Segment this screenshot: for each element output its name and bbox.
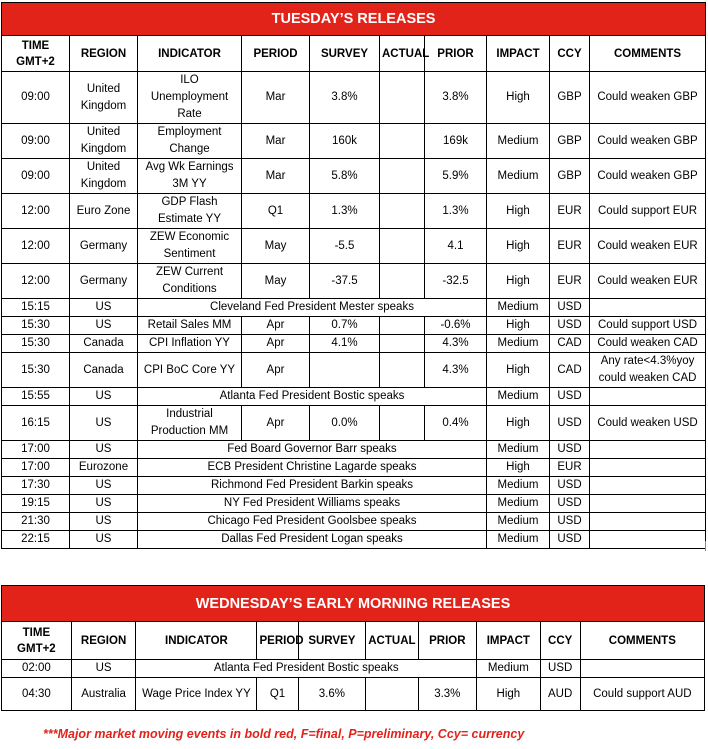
column-header: SURVEY [310, 36, 380, 72]
column-header: PERIOD [257, 622, 298, 660]
currency-cell: USD [540, 660, 580, 678]
column-header: TIME GMT+2 [2, 36, 70, 72]
region-cell: US [70, 495, 138, 513]
table-row [2, 317, 706, 335]
comments-cell: Could weaken GBP [590, 124, 706, 159]
region-cell: Germany [70, 264, 138, 299]
column-header: PERIOD [242, 36, 310, 72]
period-cell: Apr [242, 335, 310, 353]
event-cell: NY Fed President Williams speaks [138, 495, 487, 513]
indicator-cell: CPI Inflation YY [138, 335, 242, 353]
column-header: SURVEY [298, 622, 366, 660]
table-row [2, 159, 706, 194]
period-cell: Q1 [257, 678, 298, 711]
table-title: TUESDAY’S RELEASES [2, 3, 706, 36]
impact-cell: High [487, 353, 550, 388]
column-header: COMMENTS [580, 622, 704, 660]
header-row [2, 36, 706, 72]
prior-cell: 4.3% [425, 335, 487, 353]
period-cell: May [242, 264, 310, 299]
impact-cell: High [487, 229, 550, 264]
indicator-cell: Employment Change [138, 124, 242, 159]
region-cell: Euro Zone [70, 194, 138, 229]
time-cell: 15:15 [2, 299, 70, 317]
time-cell: 17:30 [2, 477, 70, 495]
table-row [2, 441, 706, 459]
tuesday-releases-table [1, 2, 706, 549]
comments-cell: Could support AUD [580, 678, 704, 711]
indicator-cell: Wage Price Index YY [136, 678, 257, 711]
footnote: ***Major market moving events in bold red, F=final, P=preliminary, Ccy= currency [43, 727, 525, 741]
region-cell: US [71, 660, 136, 678]
table-row [2, 72, 706, 124]
table-row [2, 124, 706, 159]
column-header: REGION [70, 36, 138, 72]
comments-cell [580, 660, 704, 678]
prior-cell: 5.9% [425, 159, 487, 194]
indicator-cell: ZEW Current Conditions [138, 264, 242, 299]
indicator-cell: Industrial Production MM [138, 406, 242, 441]
currency-cell: CAD [550, 353, 590, 388]
survey-cell: 5.8% [310, 159, 380, 194]
currency-cell: USD [550, 531, 590, 549]
region-cell: Germany [70, 229, 138, 264]
impact-cell: Medium [487, 531, 550, 549]
table-row [2, 477, 706, 495]
wednesday-releases-table [1, 585, 705, 711]
currency-cell: USD [550, 406, 590, 441]
survey-cell: 4.1% [310, 335, 380, 353]
survey-cell: 0.0% [310, 406, 380, 441]
period-cell: Apr [242, 406, 310, 441]
impact-cell: High [487, 317, 550, 335]
indicator-cell: CPI BoC Core YY [138, 353, 242, 388]
column-header: CCY [540, 622, 580, 660]
period-cell: Q1 [242, 194, 310, 229]
table-row [2, 513, 706, 531]
comments-cell [590, 531, 706, 549]
time-cell: 12:00 [2, 229, 70, 264]
table-row [2, 353, 706, 388]
column-header: IMPACT [477, 622, 541, 660]
time-cell: 09:00 [2, 124, 70, 159]
region-cell: US [70, 388, 138, 406]
period-cell: May [242, 229, 310, 264]
text-cursor [705, 541, 706, 551]
event-cell: Chicago Fed President Goolsbee speaks [138, 513, 487, 531]
period-cell: Apr [242, 353, 310, 388]
region-cell: US [70, 299, 138, 317]
comments-cell [590, 441, 706, 459]
table-row [2, 229, 706, 264]
time-cell: 16:15 [2, 406, 70, 441]
column-header: CCY [550, 36, 590, 72]
event-cell: Dallas Fed President Logan speaks [138, 531, 487, 549]
region-cell: Australia [71, 678, 136, 711]
survey-cell: 3.6% [298, 678, 366, 711]
table-row [2, 459, 706, 477]
time-cell: 17:00 [2, 459, 70, 477]
currency-cell: CAD [550, 335, 590, 353]
currency-cell: EUR [550, 459, 590, 477]
actual-cell [380, 317, 425, 335]
currency-cell: USD [550, 317, 590, 335]
table-row [2, 660, 705, 678]
period-cell: Apr [242, 317, 310, 335]
time-cell: 15:30 [2, 353, 70, 388]
column-header: PRIOR [425, 36, 487, 72]
impact-cell: High [487, 194, 550, 229]
time-cell: 19:15 [2, 495, 70, 513]
column-header: INDICATOR [136, 622, 257, 660]
currency-cell: GBP [550, 72, 590, 124]
comments-cell [590, 459, 706, 477]
region-cell: Eurozone [70, 459, 138, 477]
impact-cell: Medium [477, 660, 541, 678]
prior-cell: 4.3% [425, 353, 487, 388]
impact-cell: Medium [487, 495, 550, 513]
time-cell: 09:00 [2, 72, 70, 124]
actual-cell [380, 194, 425, 229]
prior-cell: 1.3% [425, 194, 487, 229]
indicator-cell: ILO Unemployment Rate [138, 72, 242, 124]
impact-cell: Medium [487, 388, 550, 406]
indicator-cell: Retail Sales MM [138, 317, 242, 335]
actual-cell [380, 229, 425, 264]
currency-cell: USD [550, 388, 590, 406]
column-header: PRIOR [418, 622, 476, 660]
currency-cell: EUR [550, 229, 590, 264]
actual-cell [380, 124, 425, 159]
region-cell: United Kingdom [70, 159, 138, 194]
time-cell: 21:30 [2, 513, 70, 531]
impact-cell: High [487, 72, 550, 124]
actual-cell [380, 335, 425, 353]
impact-cell: Medium [487, 159, 550, 194]
time-cell: 17:00 [2, 441, 70, 459]
comments-cell: Could weaken USD [590, 406, 706, 441]
survey-cell: 1.3% [310, 194, 380, 229]
currency-cell: EUR [550, 264, 590, 299]
time-cell: 15:30 [2, 317, 70, 335]
actual-cell [380, 72, 425, 124]
currency-cell: USD [550, 495, 590, 513]
time-cell: 15:55 [2, 388, 70, 406]
survey-cell: 0.7% [310, 317, 380, 335]
prior-cell: 0.4% [425, 406, 487, 441]
region-cell: United Kingdom [70, 124, 138, 159]
column-header: INDICATOR [138, 36, 242, 72]
region-cell: US [70, 441, 138, 459]
actual-cell [380, 406, 425, 441]
comments-cell: Any rate<4.3%yoy could weaken CAD [590, 353, 706, 388]
event-cell: Fed Board Governor Barr speaks [138, 441, 487, 459]
impact-cell: Medium [487, 513, 550, 531]
table-row [2, 678, 705, 711]
region-cell: United Kingdom [70, 72, 138, 124]
table-row [2, 388, 706, 406]
column-header: IMPACT [487, 36, 550, 72]
event-cell: Atlanta Fed President Bostic speaks [138, 388, 487, 406]
impact-cell: High [487, 406, 550, 441]
prior-cell: 169k [425, 124, 487, 159]
region-cell: US [70, 513, 138, 531]
column-header: REGION [71, 622, 136, 660]
survey-cell: -5.5 [310, 229, 380, 264]
comments-cell: Could support EUR [590, 194, 706, 229]
table-row [2, 194, 706, 229]
table-row [2, 299, 706, 317]
survey-cell [310, 353, 380, 388]
time-cell: 02:00 [2, 660, 72, 678]
currency-cell: USD [550, 477, 590, 495]
time-cell: 22:15 [2, 531, 70, 549]
currency-cell: EUR [550, 194, 590, 229]
region-cell: US [70, 477, 138, 495]
period-cell: Mar [242, 72, 310, 124]
currency-cell: USD [550, 299, 590, 317]
indicator-cell: GDP Flash Estimate YY [138, 194, 242, 229]
actual-cell [380, 159, 425, 194]
comments-cell: Could weaken CAD [590, 335, 706, 353]
comments-cell [590, 477, 706, 495]
prior-cell: 4.1 [425, 229, 487, 264]
actual-cell [380, 353, 425, 388]
comments-cell [590, 388, 706, 406]
comments-cell [590, 513, 706, 531]
actual-cell [366, 678, 418, 711]
event-cell: Richmond Fed President Barkin speaks [138, 477, 487, 495]
impact-cell: High [487, 459, 550, 477]
table-row [2, 495, 706, 513]
actual-cell [380, 264, 425, 299]
time-cell: 09:00 [2, 159, 70, 194]
period-cell: Mar [242, 124, 310, 159]
column-header: ACTUAL [380, 36, 425, 72]
survey-cell: 3.8% [310, 72, 380, 124]
comments-cell: Could weaken EUR [590, 264, 706, 299]
prior-cell: 3.3% [418, 678, 476, 711]
impact-cell: Medium [487, 299, 550, 317]
column-header: TIME GMT+2 [2, 622, 72, 660]
impact-cell: High [477, 678, 541, 711]
table-row [2, 531, 706, 549]
survey-cell: 160k [310, 124, 380, 159]
comments-cell [590, 299, 706, 317]
column-header: ACTUAL [366, 622, 418, 660]
indicator-cell: Avg Wk Earnings 3M YY [138, 159, 242, 194]
comments-cell: Could weaken GBP [590, 159, 706, 194]
period-cell: Mar [242, 159, 310, 194]
prior-cell: -0.6% [425, 317, 487, 335]
event-cell: Cleveland Fed President Mester speaks [138, 299, 487, 317]
currency-cell: USD [550, 513, 590, 531]
currency-cell: GBP [550, 159, 590, 194]
impact-cell: High [487, 264, 550, 299]
comments-cell: Could weaken GBP [590, 72, 706, 124]
table-title: WEDNESDAY’S EARLY MORNING RELEASES [2, 586, 705, 622]
impact-cell: Medium [487, 477, 550, 495]
currency-cell: AUD [540, 678, 580, 711]
comments-cell [590, 495, 706, 513]
indicator-cell: ZEW Economic Sentiment [138, 229, 242, 264]
region-cell: US [70, 406, 138, 441]
table-row [2, 264, 706, 299]
region-cell: US [70, 317, 138, 335]
currency-cell: GBP [550, 124, 590, 159]
region-cell: Canada [70, 335, 138, 353]
prior-cell: 3.8% [425, 72, 487, 124]
time-cell: 12:00 [2, 194, 70, 229]
impact-cell: Medium [487, 124, 550, 159]
currency-cell: USD [550, 441, 590, 459]
region-cell: US [70, 531, 138, 549]
table-row [2, 406, 706, 441]
prior-cell: -32.5 [425, 264, 487, 299]
event-cell: Atlanta Fed President Bostic speaks [136, 660, 477, 678]
impact-cell: Medium [487, 335, 550, 353]
time-cell: 15:30 [2, 335, 70, 353]
column-header: COMMENTS [590, 36, 706, 72]
survey-cell: -37.5 [310, 264, 380, 299]
comments-cell: Could weaken EUR [590, 229, 706, 264]
time-cell: 12:00 [2, 264, 70, 299]
region-cell: Canada [70, 353, 138, 388]
header-row [2, 622, 705, 660]
event-cell: ECB President Christine Lagarde speaks [138, 459, 487, 477]
time-cell: 04:30 [2, 678, 72, 711]
comments-cell: Could support USD [590, 317, 706, 335]
table-row [2, 335, 706, 353]
impact-cell: Medium [487, 441, 550, 459]
